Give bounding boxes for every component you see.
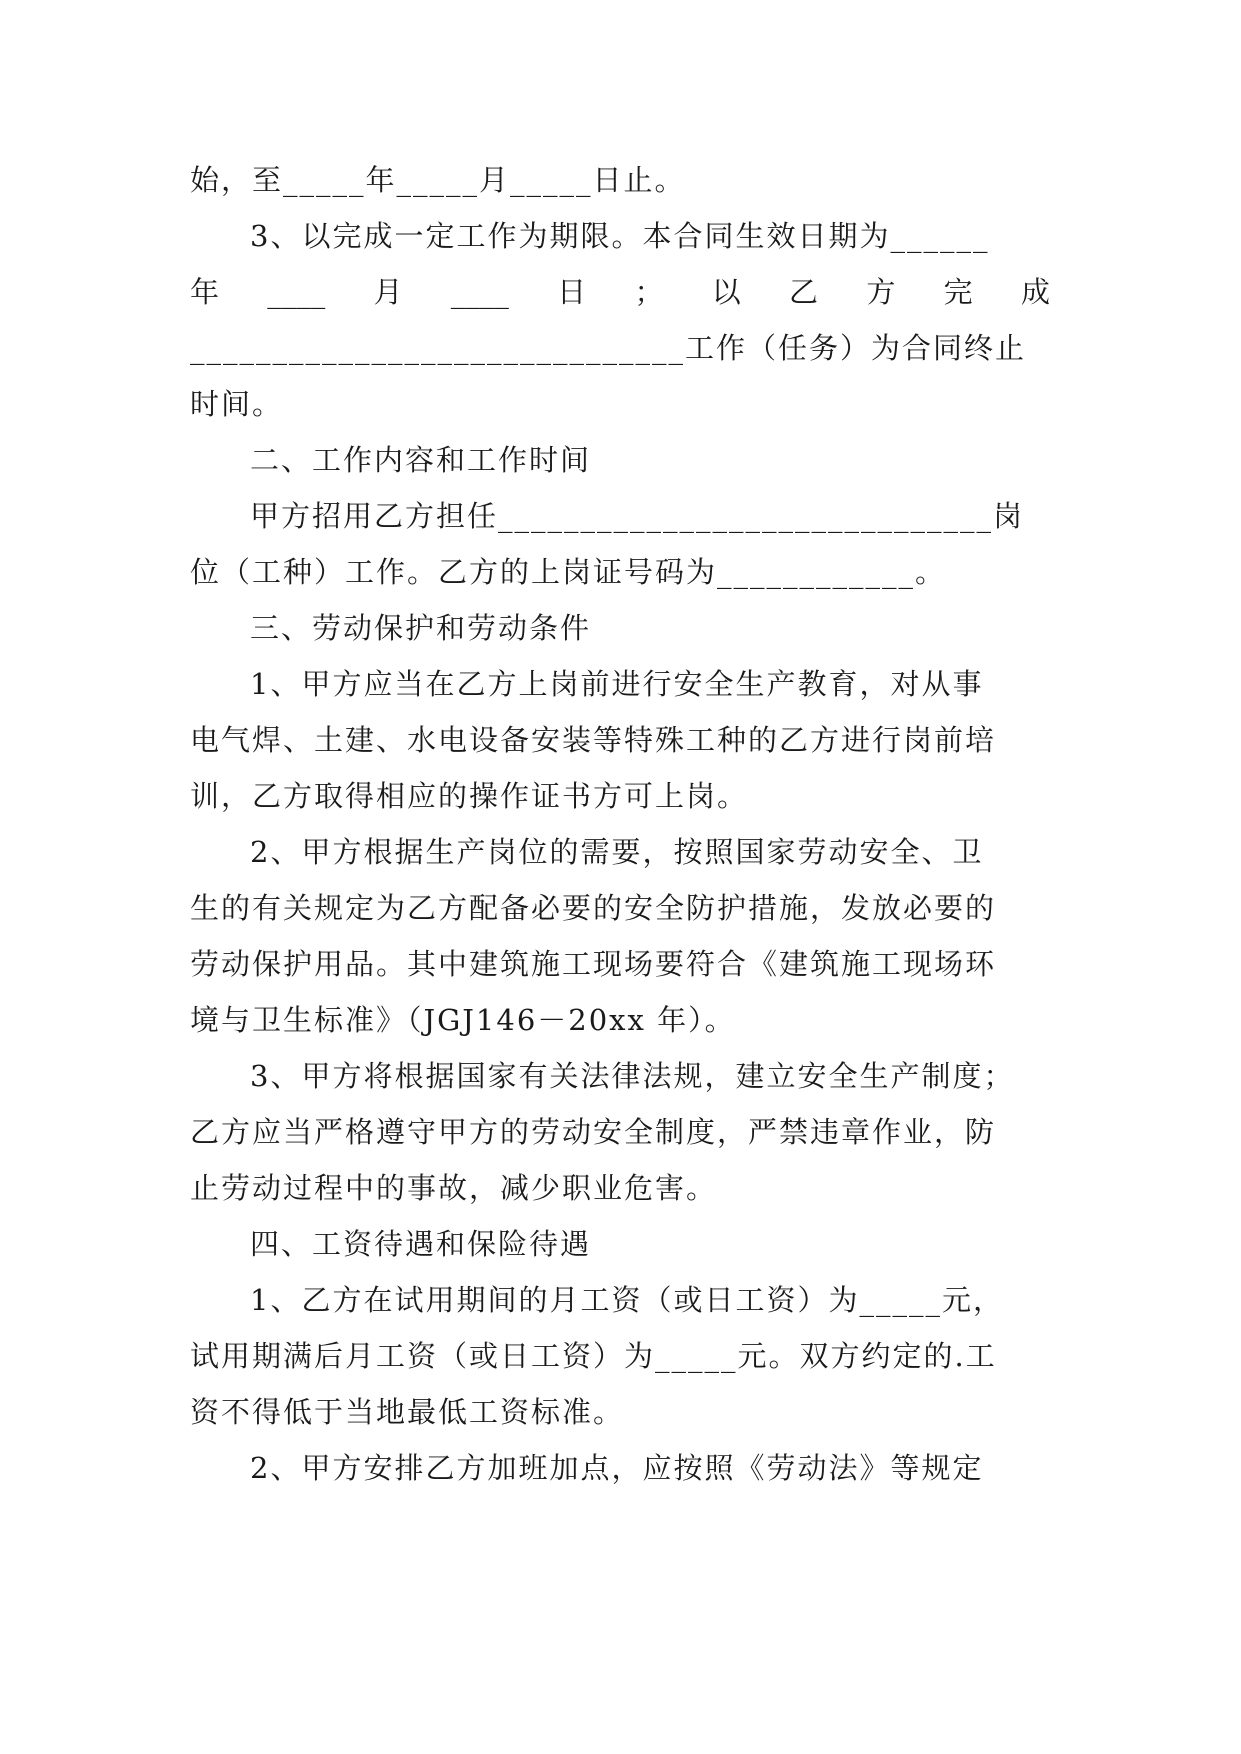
text-line: 2、甲方安排乙方加班加点，应按照《劳动法》等规定 [250, 1451, 984, 1485]
section-heading: 四、工资待遇和保险待遇 [250, 1227, 592, 1261]
text-segment: 成 [1020, 275, 1050, 309]
text-segment: 月 [373, 275, 403, 309]
text-line: 1、乙方在试用期间的月工资（或日工资）为_____元， [250, 1283, 1004, 1317]
text-line: 2、甲方根据生产岗位的需要，按照国家劳动安全、卫 [250, 835, 984, 869]
text-line: 3、以完成一定工作为期限。本合同生效日期为______ [250, 219, 990, 253]
text-line: 乙方应当严格遵守甲方的劳动安全制度，严禁违章作业，防 [190, 1115, 997, 1149]
text-segment: 方 [866, 275, 896, 309]
text-line: 止劳动过程中的事故，减少职业危害。 [190, 1171, 718, 1205]
blank-segment: ____ [267, 275, 326, 309]
text-line-justified [190, 270, 1050, 314]
text-segment: 日 [557, 275, 587, 309]
text-line: 甲方招用乙方担任______________________________岗 [250, 499, 1025, 533]
section-heading: 二、工作内容和工作时间 [250, 443, 592, 477]
text-line: 位（工种）工作。乙方的上岗证号码为____________。 [190, 555, 947, 589]
text-segment: ； [634, 275, 664, 309]
blank-segment: ____ [450, 275, 509, 309]
text-line: 境与卫生标准》（JGJ146－20xx 年）。 [190, 1003, 736, 1037]
text-segment: 年 [190, 275, 220, 309]
text-segment: 乙 [789, 275, 819, 309]
text-line: 劳动保护用品。其中建筑施工现场要符合《建筑施工现场环 [190, 947, 997, 981]
text-line: 电气焊、土建、水电设备安装等特殊工种的乙方进行岗前培 [190, 723, 997, 757]
text-line: 3、甲方将根据国家有关法律法规，建立安全生产制度； [250, 1059, 1015, 1093]
section-heading: 三、劳动保护和劳动条件 [250, 611, 592, 645]
text-line: ______________________________工作（任务）为合同终止 [190, 331, 1027, 365]
text-segment: 完 [943, 275, 973, 309]
text-line: 资不得低于当地最低工资标准。 [190, 1395, 625, 1429]
text-line: 始，至_____年_____月_____日止。 [190, 163, 686, 197]
text-line: 1、甲方应当在乙方上岗前进行安全生产教育，对从事 [250, 667, 984, 701]
text-line: 训，乙方取得相应的操作证书方可上岗。 [190, 779, 749, 813]
text-line: 时间。 [190, 387, 284, 421]
text-line: 生的有关规定为乙方配备必要的安全防护措施，发放必要的 [190, 891, 997, 925]
text-line: 试用期满后月工资（或日工资）为_____元。双方约定的.工 [190, 1339, 997, 1373]
text-segment: 以 [711, 275, 741, 309]
